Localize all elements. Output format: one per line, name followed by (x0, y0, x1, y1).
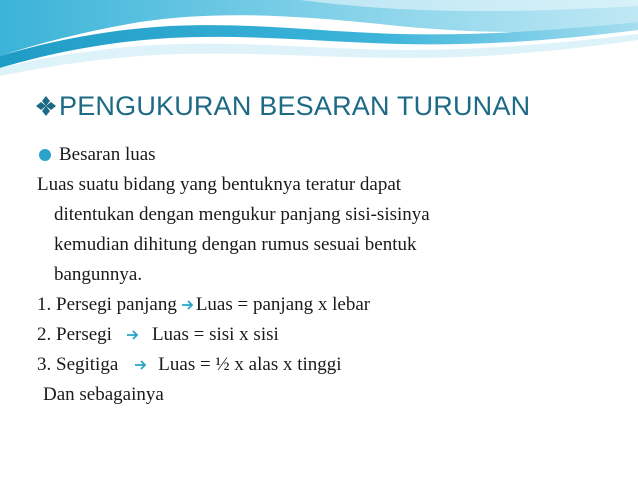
closing-text: Dan sebagainya (43, 384, 164, 405)
list-item (37, 320, 607, 350)
arrow-right-icon (126, 328, 140, 342)
diamond-bullet-icon (35, 95, 57, 117)
paragraph-line: Luas suatu bidang yang bentuknya teratur dapat (37, 174, 402, 195)
header-wave-decoration (0, 0, 638, 90)
slide-content (37, 140, 607, 410)
item-label: 2. Persegi (37, 324, 112, 345)
bullet-item (37, 140, 607, 170)
item-formula: Luas = panjang x lebar (195, 294, 371, 315)
arrow-right-icon (181, 298, 195, 312)
bullet-dot-icon (39, 149, 51, 161)
item-formula: Luas = sisi x sisi (151, 324, 279, 345)
arrow-right-icon (134, 358, 148, 372)
slide-title (35, 86, 530, 126)
paragraph-line: bangunnya. (54, 264, 143, 285)
paragraph (37, 170, 607, 290)
slide-title-text: PENGUKURAN BESARAN TURUNAN (59, 90, 531, 121)
paragraph-line: ditentukan dengan mengukur panjang sisi-sisinya (54, 204, 430, 225)
item-label: 1. Persegi panjang (37, 294, 177, 315)
list-item (37, 350, 607, 380)
list-item (37, 290, 607, 320)
item-formula: Luas = ½ x alas x tinggi (158, 354, 342, 375)
paragraph-line: kemudian dihitung dengan rumus sesuai bentuk (54, 234, 417, 255)
bullet-text: Besaran luas (59, 144, 156, 165)
item-label: 3. Segitiga (37, 354, 119, 375)
